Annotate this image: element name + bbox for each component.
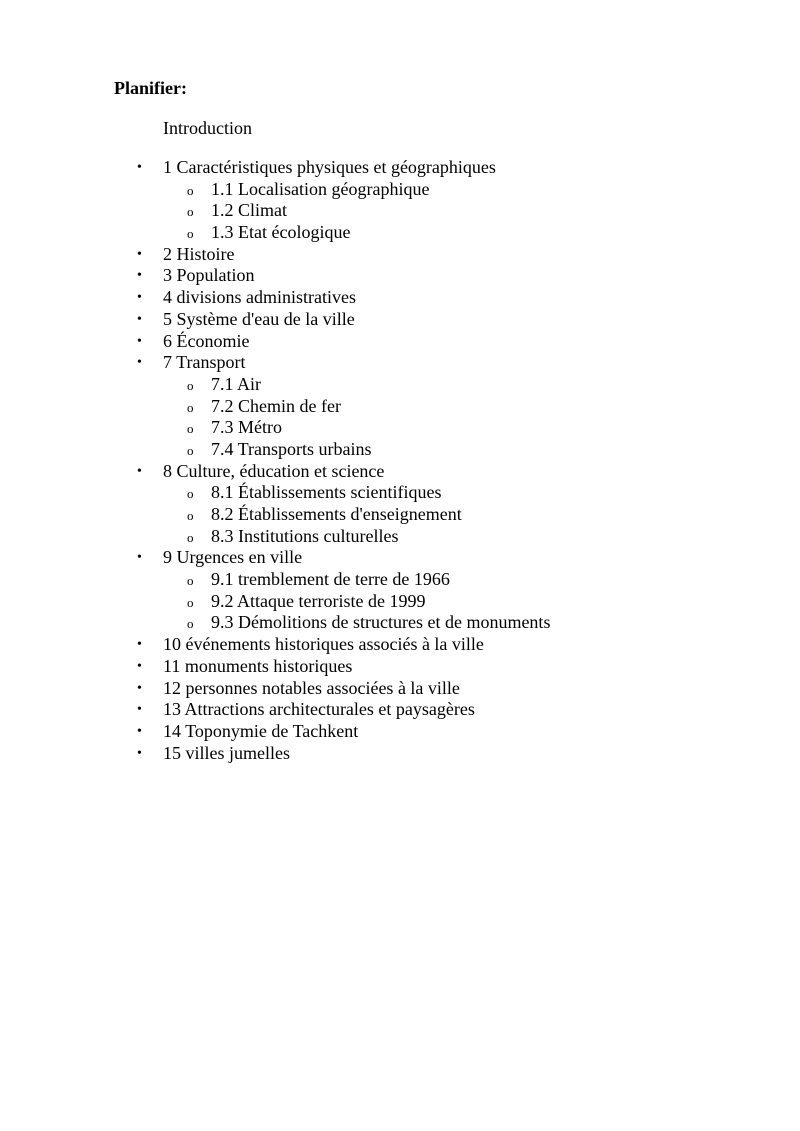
outline-item-text: 11 monuments historiques bbox=[163, 655, 353, 676]
circle-bullet-icon: o bbox=[187, 594, 194, 610]
outline-subitem bbox=[0, 569, 800, 591]
outline-subitem bbox=[0, 482, 800, 504]
outline-subitem bbox=[0, 526, 800, 548]
circle-bullet-icon: o bbox=[187, 182, 194, 198]
bullet-icon: • bbox=[137, 637, 142, 653]
bullet-icon: • bbox=[137, 268, 142, 284]
outline-item-text: 10 événements historiques associés à la ville bbox=[163, 634, 484, 655]
outline-item bbox=[0, 352, 800, 374]
circle-bullet-icon: o bbox=[187, 377, 194, 393]
outline-subitem bbox=[0, 396, 800, 418]
outline-item bbox=[0, 287, 800, 309]
outline-item-text: 1 Caractéristiques physiques et géographiques bbox=[163, 157, 496, 177]
outline-item-text: 3 Population bbox=[163, 265, 255, 286]
outline-item bbox=[0, 331, 800, 353]
outline-item-text: 1.1 Localisation géographique bbox=[211, 178, 430, 199]
bullet-icon: • bbox=[137, 463, 142, 479]
outline-item-text: 9.1 tremblement de terre de 1966 bbox=[211, 569, 450, 590]
outline-item-text: 9.2 Attaque terroriste de 1999 bbox=[211, 590, 426, 611]
outline-subitem bbox=[0, 612, 800, 634]
outline-subitem bbox=[0, 222, 800, 244]
outline-subitem bbox=[0, 200, 800, 222]
outline-subitem bbox=[0, 179, 800, 201]
introduction-heading: Introduction bbox=[163, 118, 252, 138]
outline-item bbox=[0, 634, 800, 656]
circle-bullet-icon: o bbox=[187, 486, 194, 502]
outline-item bbox=[0, 547, 800, 569]
bullet-icon: • bbox=[137, 550, 142, 566]
outline-item-text: 6 Économie bbox=[163, 330, 250, 351]
outline-item-text: 5 Système d'eau de la ville bbox=[163, 308, 355, 329]
outline-item-text: 4 divisions administratives bbox=[163, 287, 356, 308]
outline-item bbox=[0, 656, 800, 678]
outline-item-text: 2 Histoire bbox=[163, 243, 235, 264]
outline-item bbox=[0, 309, 800, 331]
outline-item-text: 7.3 Métro bbox=[211, 417, 282, 438]
outline-item bbox=[0, 678, 800, 700]
bullet-icon: • bbox=[137, 333, 142, 349]
bullet-icon: • bbox=[137, 680, 142, 696]
circle-bullet-icon: o bbox=[187, 204, 194, 220]
page-title: Planifier: bbox=[114, 78, 187, 98]
outline-item bbox=[0, 699, 800, 721]
outline-item-text: 14 Toponymie de Tachkent bbox=[163, 720, 359, 741]
outline-item-text: 1.3 Etat écologique bbox=[211, 222, 351, 243]
bullet-icon: • bbox=[137, 702, 142, 718]
bullet-icon: • bbox=[137, 311, 142, 327]
outline-item-text: 9 Urgences en ville bbox=[163, 547, 303, 568]
table-of-contents bbox=[0, 157, 800, 764]
outline-item-text: 7.1 Air bbox=[211, 373, 262, 394]
circle-bullet-icon: o bbox=[187, 508, 194, 523]
outline-item-text: 7 Transport bbox=[163, 352, 246, 373]
bullet-icon: • bbox=[137, 723, 142, 739]
outline-item bbox=[0, 244, 800, 266]
outline-item-text: 1.2 Climat bbox=[211, 200, 287, 221]
outline-item-text: 13 Attractions architecturales et paysagères bbox=[163, 699, 475, 720]
outline-item-text: 8.3 Institutions culturelles bbox=[211, 525, 399, 546]
outline-item-text: 8.1 Établissements scientifiques bbox=[211, 482, 442, 503]
outline-item-text: 15 villes jumelles bbox=[163, 742, 290, 763]
outline-subitem bbox=[0, 439, 800, 461]
outline-item bbox=[0, 461, 800, 483]
outline-subitem bbox=[0, 374, 800, 396]
bullet-icon: • bbox=[137, 355, 142, 371]
outline-item-text: 9.3 Démolitions de structures et de monuments bbox=[211, 612, 551, 633]
bullet-icon: • bbox=[137, 160, 142, 175]
outline-item bbox=[0, 743, 800, 765]
circle-bullet-icon: o bbox=[187, 399, 194, 415]
outline-item-text: 7.2 Chemin de fer bbox=[211, 395, 341, 416]
circle-bullet-icon: o bbox=[187, 529, 194, 545]
outline-item bbox=[0, 721, 800, 743]
outline-item-text: 8 Culture, éducation et science bbox=[163, 460, 385, 481]
bullet-icon: • bbox=[137, 745, 142, 761]
circle-bullet-icon: o bbox=[187, 226, 194, 242]
outline-item bbox=[0, 157, 800, 179]
circle-bullet-icon: o bbox=[187, 573, 194, 589]
bullet-icon: • bbox=[137, 290, 142, 306]
circle-bullet-icon: o bbox=[187, 421, 194, 437]
outline-item-text: 7.4 Transports urbains bbox=[211, 438, 372, 459]
circle-bullet-icon: o bbox=[187, 442, 194, 458]
outline-item bbox=[0, 265, 800, 287]
outline-item-text: 8.2 Établissements d'enseignement bbox=[211, 504, 462, 524]
circle-bullet-icon: o bbox=[187, 616, 194, 632]
outline-subitem bbox=[0, 417, 800, 439]
outline-item-text: 12 personnes notables associées à la ville bbox=[163, 677, 460, 698]
outline-subitem bbox=[0, 504, 800, 526]
bullet-icon: • bbox=[137, 658, 142, 674]
bullet-icon: • bbox=[137, 246, 142, 262]
outline-subitem bbox=[0, 591, 800, 613]
